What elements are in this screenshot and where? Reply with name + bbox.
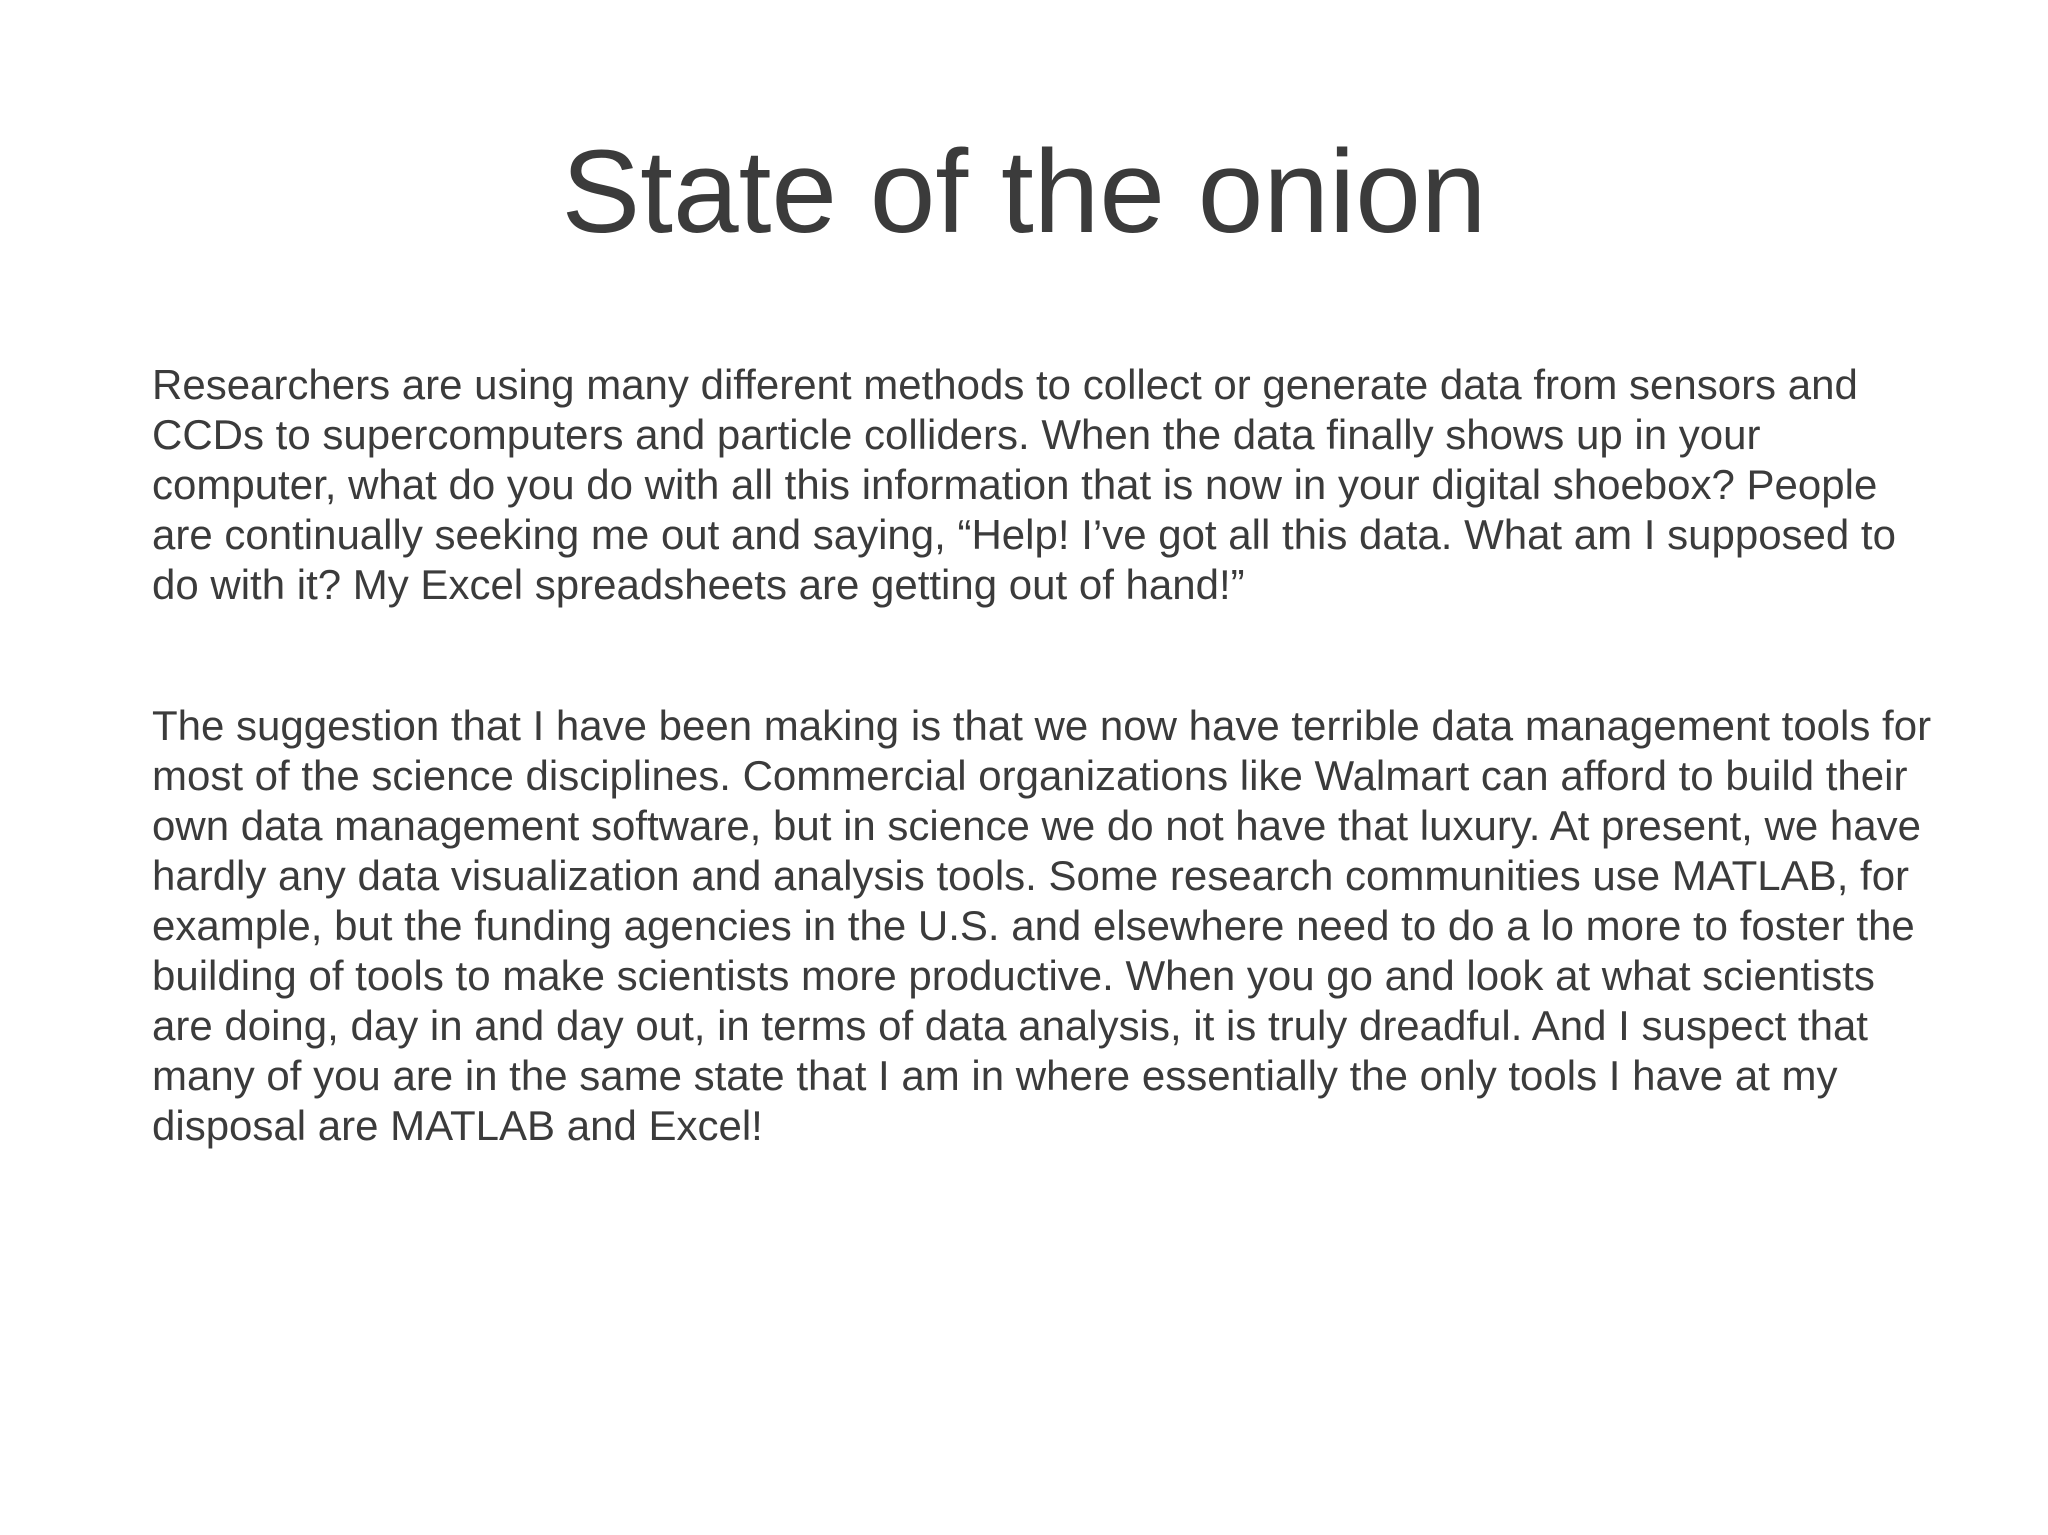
body-paragraph-1: Researchers are using many different methods to collect or generate data from sensors and CCDs to supercomputers and particle colliders. When the data finally shows up in your computer, what do you do with all this information that is now in your digital shoebox? People are continually seeking me out and saying, “Help! I’ve got all this data. What am I supposed to do with it? My Excel spreadsheets are getting out of hand!” <box>152 361 1896 608</box>
slide-title: State of the onion <box>561 126 1487 258</box>
body-paragraph-2: The suggestion that I have been making is that we now have terrible data management tools for most of the science disciplines. Commercial organizations like Walmart can afford to build their own data management software, but in science we do not have that luxury. At present, we have hardly any data visualization and analysis tools. Some research communities use MATLAB, for example, but the funding agencies in the U.S. and elsewhere need to do a lo more to foster the building of tools to make scientists more productive. When you go and look at what scientists are doing, day in and day out, in terms of data analysis, it is truly dreadful. And I suspect that many of you are in the same state that I am in where essentially the only tools I have at my disposal are MATLAB and Excel! <box>152 702 1932 1149</box>
slide-body <box>152 360 1932 1151</box>
